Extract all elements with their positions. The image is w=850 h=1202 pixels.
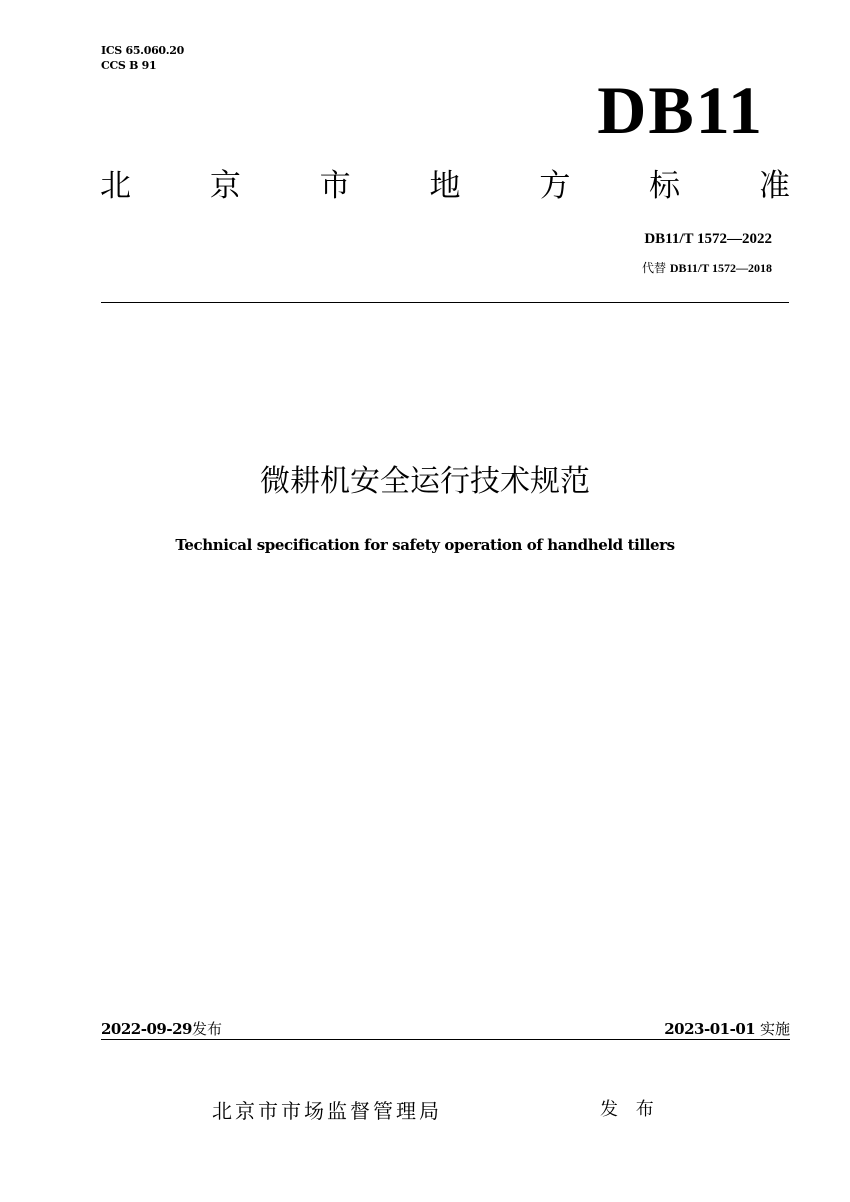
issue-date-line [101, 1018, 222, 1039]
standard-type-char: 市 [319, 168, 351, 204]
standard-type-heading [100, 166, 790, 206]
issue-label: 发布 [191, 1020, 222, 1038]
standard-type-char: 北 [100, 168, 131, 204]
standard-type-char: 标 [649, 168, 681, 204]
standard-number: DB11/T 1572—2022 [644, 231, 772, 247]
ccs-code: CCS B 91 [101, 59, 157, 72]
implementation-date: 2023-01-01 [664, 1020, 756, 1038]
footer-divider [101, 1039, 790, 1040]
replaces-label: 代替 [642, 261, 667, 275]
issue-date: 2022-09-29 [101, 1020, 192, 1038]
ics-code: ICS 65.060.20 [101, 44, 185, 57]
implementation-label: 实施 [759, 1020, 790, 1038]
replaces-code: DB11/T 1572—2018 [669, 261, 772, 275]
replaces-line [642, 259, 772, 276]
title-english: Technical specification for safety operation of handheld tillers [175, 536, 675, 554]
standard-type-char: 方 [539, 168, 571, 204]
publish-label: 发 布 [600, 1099, 660, 1120]
db-logo: DB11 [597, 72, 764, 148]
standard-type-char: 地 [429, 168, 461, 204]
classification-codes [101, 43, 184, 73]
header-divider [101, 302, 789, 303]
issuing-authority: 北京市市场监督管理局 [212, 1099, 442, 1123]
implementation-date-line [664, 1018, 790, 1039]
title-chinese: 微耕机安全运行技术规范 [260, 464, 590, 499]
standard-type-char: 准 [758, 168, 790, 204]
standard-type-char: 京 [209, 168, 241, 204]
